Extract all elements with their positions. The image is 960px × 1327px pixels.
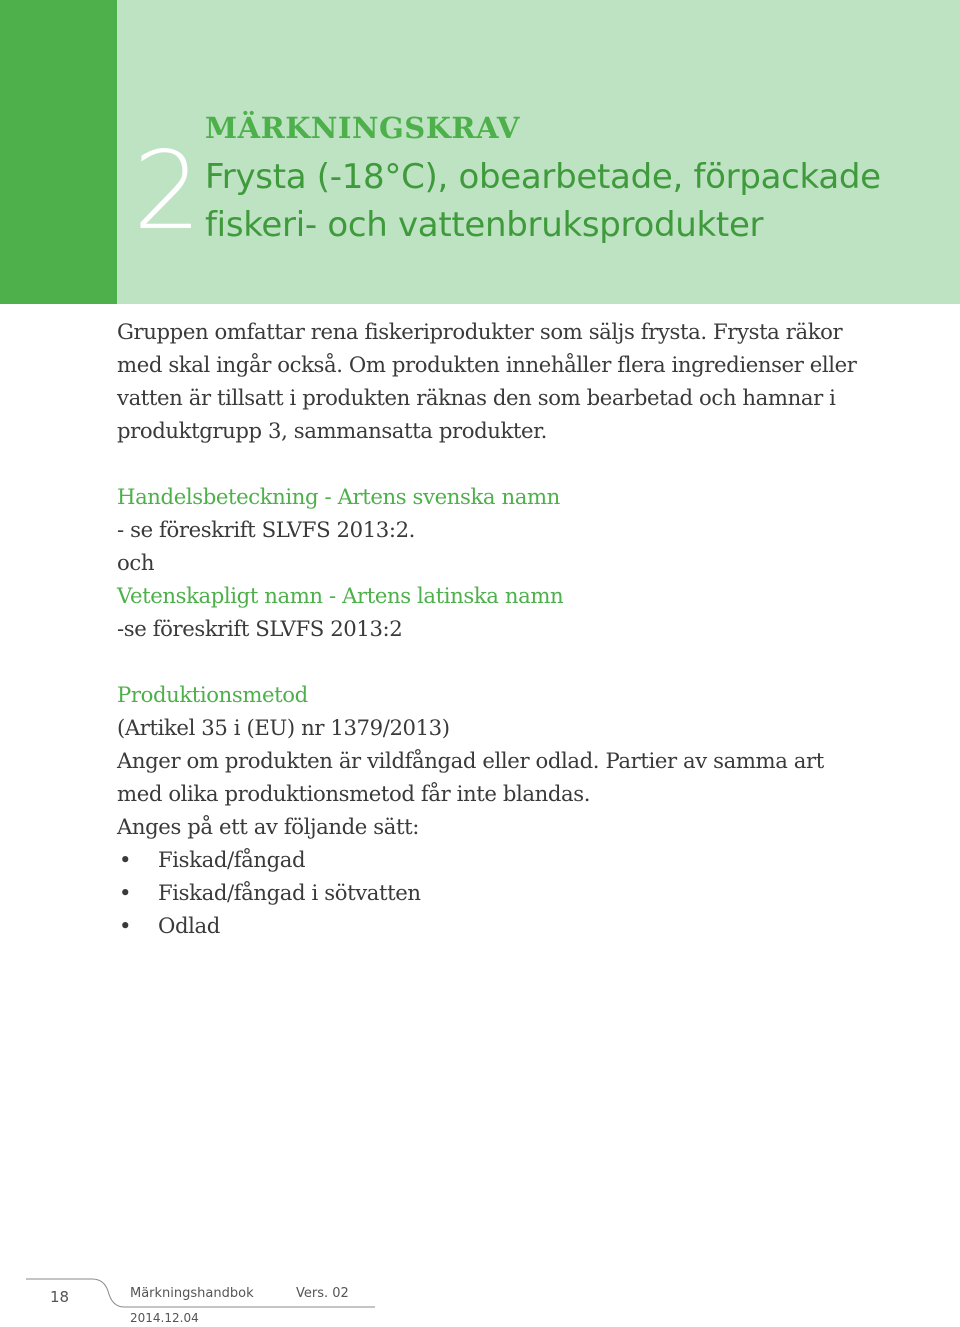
- production-line-1: Anger om produkten är vildfångad eller odlad. Partier av samma art: [117, 748, 824, 773]
- production-line-2: med olika produktionsmetod får inte blandas.: [117, 781, 591, 806]
- intro-line-4: produktgrupp 3, sammansatta produkter.: [117, 418, 547, 443]
- bullet-icon: •: [119, 847, 132, 872]
- intro-line-3: vatten är tillsatt i produkten räknas den som bearbetad och hamnar i: [117, 385, 836, 410]
- intro-line-1: Gruppen omfattar rena fiskeriprodukter som säljs frysta. Frysta räkor: [117, 319, 843, 344]
- list-item: • Fiskad/fångad i sötvatten: [117, 876, 897, 909]
- scientific-name-text: -se föreskrift SLVFS 2013:2: [117, 616, 403, 641]
- page-number: 18: [50, 1288, 70, 1306]
- list-item: • Fiskad/fångad: [117, 843, 897, 876]
- footer-version: Vers. 02: [296, 1286, 349, 1301]
- trade-name-heading: Handelsbeteckning - Artens svenska namn: [117, 484, 560, 509]
- chapter-number: 2: [133, 129, 202, 254]
- production-line-3: Anges på ett av följande sätt:: [117, 814, 419, 839]
- scientific-name-heading: Vetenskapligt namn - Artens latinska namn: [117, 583, 564, 608]
- bullet-icon: •: [119, 913, 132, 938]
- chapter-title-line-2: fiskeri- och vattenbruksprodukter: [205, 205, 764, 245]
- production-method-heading: Produktionsmetod: [117, 682, 308, 707]
- chapter-label: MÄRKNINGSKRAV: [205, 111, 520, 145]
- intro-line-2: med skal ingår också. Om produkten innehåller flera ingredienser eller: [117, 352, 857, 377]
- bullet-icon: •: [119, 880, 132, 905]
- list-item: • Odlad: [117, 909, 897, 942]
- production-method-reference: (Artikel 35 i (EU) nr 1379/2013): [117, 715, 450, 740]
- chapter-title-line-1: Frysta (-18°C), obearbetade, förpackade: [205, 157, 881, 197]
- trade-name-text: - se föreskrift SLVFS 2013:2.: [117, 517, 416, 542]
- connector-text: och: [117, 550, 155, 575]
- footer-document-title: Märkningshandbok: [130, 1286, 254, 1301]
- footer-date: 2014.12.04: [130, 1311, 199, 1325]
